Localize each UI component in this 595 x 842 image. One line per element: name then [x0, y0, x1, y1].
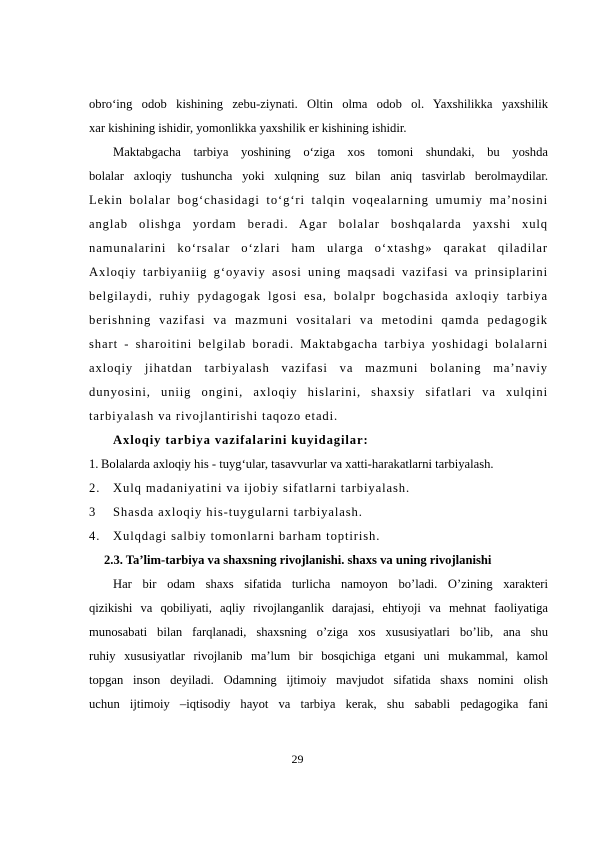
page-body	[89, 92, 548, 716]
paragraph-line: shart - sharoitini belgilab boradi. Maktabgacha tarbiya yoshidagi bolalarni	[89, 337, 548, 351]
paragraph-line: uchun ijtimoiy –iqtisodiy hayot va tarbiya kerak, shu sababli pedagogika fani	[89, 697, 548, 711]
paragraph-line: topgan inson deyiladi. Odamning ijtimoiy mavjudot sifatida shaxs nomini olish	[89, 673, 548, 687]
list-number: 1.	[89, 457, 99, 471]
paragraph-line: munosabati bilan farqlanadi, shaxsning o’ziga xos xususiyatlari bo’lib, ana shu	[89, 625, 548, 639]
list-item	[89, 476, 548, 500]
list-number: 4.	[89, 529, 101, 543]
list-item	[89, 500, 548, 524]
section-heading: Axloqiy tarbiya vazifalarini kuyidagilar:	[113, 433, 369, 447]
paragraph-line: dunyosini, uniig ongini, axloqiy hislarini, shaxsiy sifatlari va xulqini	[89, 385, 548, 399]
paragraph-line: Maktabgacha tarbiya yoshining o‘ziga xos tomoni shundaki, bu yoshda	[113, 145, 548, 159]
paragraph-line: xar kishining ishidir, yomonlikka yaxshilik er kishining ishidir.	[89, 121, 407, 135]
list-number: 2.	[89, 481, 101, 495]
list-text: Xulqdagi salbiy tomonlarni barham toptirish.	[113, 529, 381, 543]
paragraph-line: axloqiy jihatdan tarbiyalash vazifasi va mazmuni bolaning ma’naviy	[89, 361, 548, 375]
paragraph-line: belgilaydi, ruhiy pydagogak lgosi esa, bolalpr bogchasida axloqiy tarbiya	[89, 289, 548, 303]
paragraph-line: Har bir odam shaxs sifatida turlicha namoyon bo’ladi. O’zining xarakteri	[113, 577, 548, 591]
paragraph-line: tarbiyalash va rivojlantirishi taqozo etadi.	[89, 409, 339, 423]
paragraph-line: anglab olishga yordam beradi. Agar bolalar boshqalarda yaxshi xulq	[89, 217, 548, 231]
paragraph-line: namunalarini ko‘rsalar o‘zlari ham ularga o‘xtashg» qarakat qiladilar	[89, 241, 548, 255]
paragraph-line: ruhiy xususiyatlar rivojlanib ma’lum bir bosqichiga etgani uni mukammal, kamol	[89, 649, 548, 663]
paragraph-line: Lekin bolalar bog‘chasidagi to‘g‘ri talqin voqealarning umumiy ma’nosini	[89, 193, 548, 207]
paragraph-line: qizikishi va qobiliyati, aqliy rivojlanganlik darajasi, ehtiyoji va mehnat faoliyatiga	[89, 601, 548, 615]
paragraph-line: Axloqiy tarbiyaniig g‘oyaviy asosi uning maqsadi vazifasi va prinsiplarini	[89, 265, 548, 279]
list-item	[89, 452, 548, 476]
paragraph-line: berishning vazifasi va mazmuni vositalari va metodini qamda pedagogik	[89, 313, 548, 327]
list-text: Shasda axloqiy his-tuygularni tarbiyalash.	[113, 505, 363, 519]
page-number: 29	[291, 752, 304, 766]
list-text: Bolalarda axloqiy his - tuyg‘ular, tasavvurlar va xatti-harakatlarni tarbiyalash.	[101, 457, 494, 471]
list-item	[89, 524, 548, 548]
list-text: Xulq madaniyatini va ijobiy sifatlarni tarbiyalash.	[113, 481, 411, 495]
list-number: 3	[89, 505, 97, 519]
paragraph-line: obro‘ing odob kishining zebu-ziynati. Oltin olma odob ol. Yaxshilikka yaxshilik	[89, 97, 548, 111]
section-title: 2.3. Ta’lim-tarbiya va shaxsning rivojlanishi. shaxs va uning rivojlanishi	[104, 553, 492, 567]
paragraph-line: bolalar axloqiy tushuncha yoki xulqning suz bilan aniq tasvirlab berolmaydilar.	[89, 169, 548, 183]
